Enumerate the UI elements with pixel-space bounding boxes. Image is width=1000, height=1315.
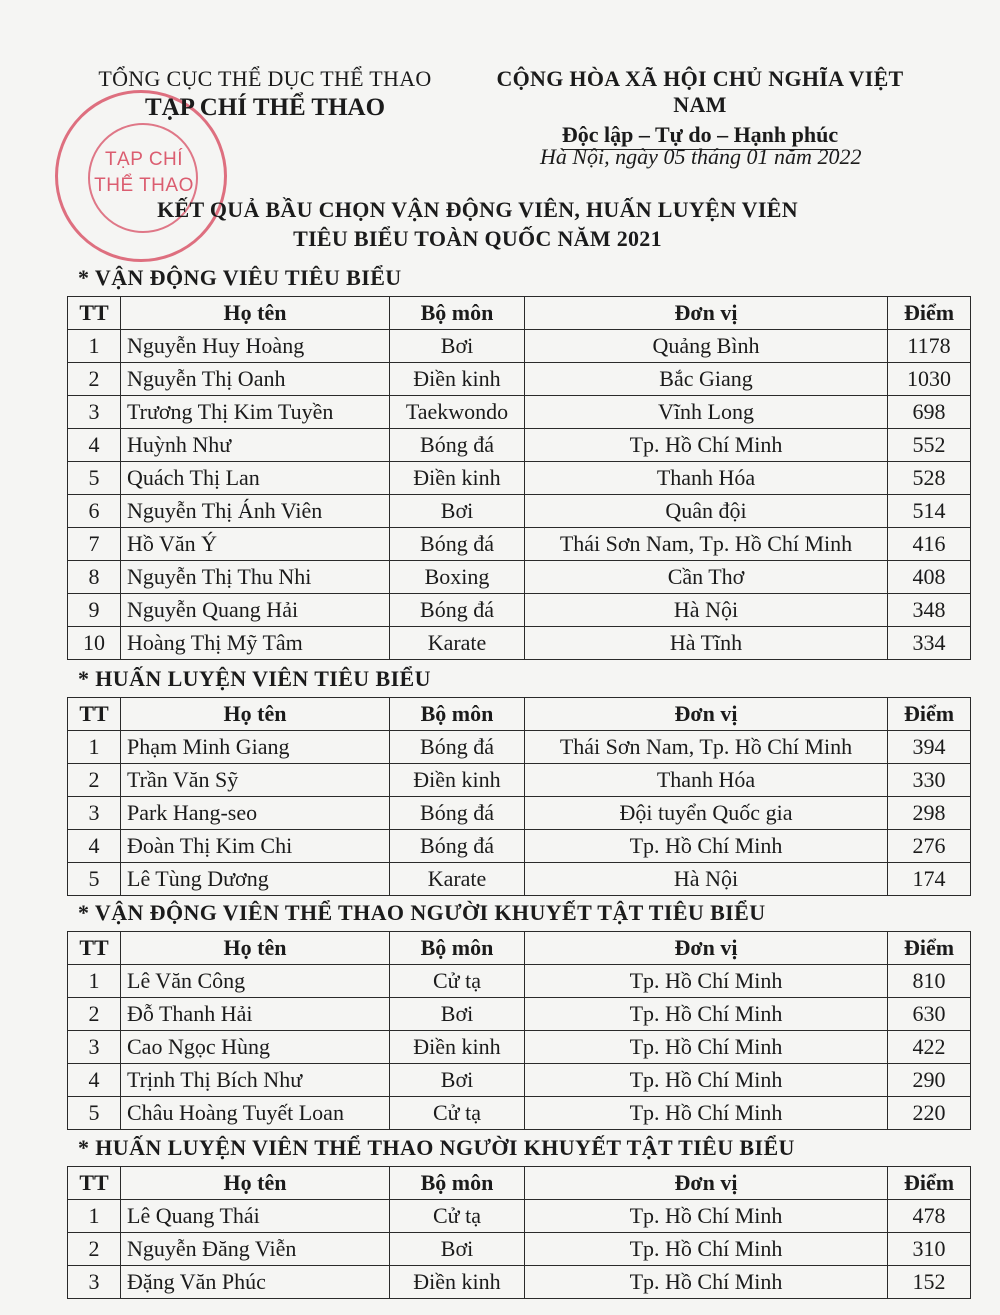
sport-cell: Điền kinh <box>390 764 525 797</box>
sport-cell: Cử tạ <box>390 1200 525 1233</box>
national-header <box>470 66 930 150</box>
sport-cell: Taekwondo <box>390 396 525 429</box>
issuer-magazine: TẠP CHÍ THỂ THAO <box>144 94 386 121</box>
table-header-row <box>68 698 971 731</box>
document-title-line-1: KẾT QUẢ BẦU CHỌN VẬN ĐỘNG VIÊN, HUẤN LUYỆN VIÊN <box>157 197 798 222</box>
table-row <box>68 1200 971 1233</box>
points-cell: 630 <box>888 998 971 1031</box>
name-cell: Lê Tùng Dương <box>121 863 390 896</box>
seal-text-line-1: TẠP CHÍ <box>104 149 184 170</box>
column-header-name: Họ tên <box>121 932 390 965</box>
unit-cell: Vĩnh Long <box>525 396 888 429</box>
sport-cell: Điền kinh <box>390 1031 525 1064</box>
sport-cell: Điền kinh <box>390 462 525 495</box>
points-cell: 394 <box>888 731 971 764</box>
unit-cell: Tp. Hồ Chí Minh <box>525 429 888 462</box>
name-cell: Nguyễn Quang Hải <box>121 594 390 627</box>
column-header-tt: TT <box>68 932 121 965</box>
rank-cell: 4 <box>68 830 121 863</box>
results-table <box>67 1166 971 1299</box>
points-cell: 478 <box>888 1200 971 1233</box>
rank-cell: 9 <box>68 594 121 627</box>
column-header-unit: Đơn vị <box>525 1167 888 1200</box>
rank-cell: 10 <box>68 627 121 660</box>
table-row <box>68 998 971 1031</box>
table-row <box>68 863 971 896</box>
name-cell: Trương Thị Kim Tuyền <box>121 396 390 429</box>
unit-cell: Hà Nội <box>525 594 888 627</box>
column-header-unit: Đơn vị <box>525 932 888 965</box>
table-row <box>68 797 971 830</box>
unit-cell: Thái Sơn Nam, Tp. Hồ Chí Minh <box>525 528 888 561</box>
issuer-organization: TỔNG CỤC THỂ DỤC THỂ THAO <box>98 66 432 91</box>
column-header-name: Họ tên <box>121 698 390 731</box>
table-row <box>68 1097 971 1130</box>
points-cell: 152 <box>888 1266 971 1299</box>
points-cell: 348 <box>888 594 971 627</box>
column-header-sport: Bộ môn <box>390 698 525 731</box>
rank-cell: 1 <box>68 330 121 363</box>
table-row <box>68 462 971 495</box>
points-cell: 422 <box>888 1031 971 1064</box>
unit-cell: Thanh Hóa <box>525 764 888 797</box>
points-cell: 330 <box>888 764 971 797</box>
points-cell: 698 <box>888 396 971 429</box>
points-cell: 810 <box>888 965 971 998</box>
rank-cell: 5 <box>68 1097 121 1130</box>
rank-cell: 1 <box>68 1200 121 1233</box>
name-cell: Nguyễn Thị Oanh <box>121 363 390 396</box>
sport-cell: Karate <box>390 627 525 660</box>
table-row <box>68 731 971 764</box>
results-table <box>67 296 971 660</box>
sport-cell: Điền kinh <box>390 1266 525 1299</box>
table-row <box>68 396 971 429</box>
table-row <box>68 965 971 998</box>
sport-cell: Bóng đá <box>390 429 525 462</box>
column-header-tt: TT <box>68 297 121 330</box>
unit-cell: Tp. Hồ Chí Minh <box>525 965 888 998</box>
points-cell: 298 <box>888 797 971 830</box>
rank-cell: 2 <box>68 1233 121 1266</box>
table-row <box>68 594 971 627</box>
unit-cell: Tp. Hồ Chí Minh <box>525 1233 888 1266</box>
table-row <box>68 830 971 863</box>
points-cell: 334 <box>888 627 971 660</box>
name-cell: Nguyễn Thị Thu Nhi <box>121 561 390 594</box>
table-row <box>68 627 971 660</box>
unit-cell: Tp. Hồ Chí Minh <box>525 998 888 1031</box>
table-row <box>68 1064 971 1097</box>
sport-cell: Cử tạ <box>390 965 525 998</box>
unit-cell: Quân đội <box>525 495 888 528</box>
points-cell: 174 <box>888 863 971 896</box>
table-header-row <box>68 1167 971 1200</box>
name-cell: Hồ Văn Ý <box>121 528 390 561</box>
name-cell: Nguyễn Thị Ánh Viên <box>121 495 390 528</box>
unit-cell: Tp. Hồ Chí Minh <box>525 1266 888 1299</box>
rank-cell: 4 <box>68 1064 121 1097</box>
sport-cell: Karate <box>390 863 525 896</box>
column-header-points: Điểm <box>888 932 971 965</box>
results-table <box>67 697 971 896</box>
document-title-line-2: TIÊU BIỂU TOÀN QUỐC NĂM 2021 <box>293 226 662 251</box>
name-cell: Hoàng Thị Mỹ Tâm <box>121 627 390 660</box>
unit-cell: Quảng Bình <box>525 330 888 363</box>
column-header-tt: TT <box>68 1167 121 1200</box>
document-date: Hà Nội, ngày 05 tháng 01 năm 2022 <box>540 144 862 169</box>
table-row <box>68 561 971 594</box>
points-cell: 552 <box>888 429 971 462</box>
sport-cell: Điền kinh <box>390 363 525 396</box>
points-cell: 310 <box>888 1233 971 1266</box>
name-cell: Nguyễn Huy Hoàng <box>121 330 390 363</box>
name-cell: Cao Ngọc Hùng <box>121 1031 390 1064</box>
sport-cell: Bóng đá <box>390 797 525 830</box>
table-row <box>68 764 971 797</box>
unit-cell: Cần Thơ <box>525 561 888 594</box>
name-cell: Trần Văn Sỹ <box>121 764 390 797</box>
unit-cell: Bắc Giang <box>525 363 888 396</box>
name-cell: Park Hang-seo <box>121 797 390 830</box>
section-title: * VẬN ĐỘNG VIÊU TIÊU BIỂU <box>78 265 402 290</box>
column-header-unit: Đơn vị <box>525 698 888 731</box>
rank-cell: 3 <box>68 1266 121 1299</box>
section-title: * HUẤN LUYỆN VIÊN THỂ THAO NGƯỜI KHUYẾT TẬT TIÊU BIỂU <box>78 1135 795 1160</box>
unit-cell: Tp. Hồ Chí Minh <box>525 830 888 863</box>
points-cell: 1178 <box>888 330 971 363</box>
rank-cell: 1 <box>68 965 121 998</box>
results-table <box>67 931 971 1130</box>
sport-cell: Bơi <box>390 1064 525 1097</box>
rank-cell: 5 <box>68 863 121 896</box>
column-header-points: Điểm <box>888 1167 971 1200</box>
rank-cell: 7 <box>68 528 121 561</box>
rank-cell: 4 <box>68 429 121 462</box>
column-header-sport: Bộ môn <box>390 1167 525 1200</box>
table-row <box>68 495 971 528</box>
table-row <box>68 429 971 462</box>
name-cell: Trịnh Thị Bích Như <box>121 1064 390 1097</box>
sport-cell: Bơi <box>390 1233 525 1266</box>
document-title <box>0 195 955 253</box>
table-row <box>68 330 971 363</box>
column-header-tt: TT <box>68 698 121 731</box>
sport-cell: Bơi <box>390 330 525 363</box>
unit-cell: Tp. Hồ Chí Minh <box>525 1200 888 1233</box>
rank-cell: 2 <box>68 363 121 396</box>
sport-cell: Bóng đá <box>390 528 525 561</box>
unit-cell: Hà Tĩnh <box>525 627 888 660</box>
table-header-row <box>68 297 971 330</box>
column-header-points: Điểm <box>888 297 971 330</box>
seal-text-line-2: THỂ THAO <box>94 175 194 196</box>
sport-cell: Bóng đá <box>390 731 525 764</box>
name-cell: Nguyễn Đăng Viễn <box>121 1233 390 1266</box>
name-cell: Đỗ Thanh Hải <box>121 998 390 1031</box>
points-cell: 416 <box>888 528 971 561</box>
column-header-sport: Bộ môn <box>390 932 525 965</box>
column-header-sport: Bộ môn <box>390 297 525 330</box>
rank-cell: 3 <box>68 1031 121 1064</box>
table-row <box>68 1266 971 1299</box>
name-cell: Đặng Văn Phúc <box>121 1266 390 1299</box>
rank-cell: 6 <box>68 495 121 528</box>
unit-cell: Tp. Hồ Chí Minh <box>525 1097 888 1130</box>
section-title: * VẬN ĐỘNG VIÊN THỂ THAO NGƯỜI KHUYẾT TẬT TIÊU BIỂU <box>78 900 766 925</box>
sport-cell: Boxing <box>390 561 525 594</box>
table-row <box>68 528 971 561</box>
rank-cell: 3 <box>68 396 121 429</box>
rank-cell: 2 <box>68 998 121 1031</box>
sport-cell: Cử tạ <box>390 1097 525 1130</box>
table-row <box>68 1031 971 1064</box>
unit-cell: Tp. Hồ Chí Minh <box>525 1064 888 1097</box>
national-motto: Độc lập – Tự do – Hạnh phúc <box>562 122 838 150</box>
name-cell: Lê Văn Công <box>121 965 390 998</box>
sport-cell: Bóng đá <box>390 830 525 863</box>
column-header-points: Điểm <box>888 698 971 731</box>
name-cell: Quách Thị Lan <box>121 462 390 495</box>
sport-cell: Bóng đá <box>390 594 525 627</box>
name-cell: Châu Hoàng Tuyết Loan <box>121 1097 390 1130</box>
points-cell: 1030 <box>888 363 971 396</box>
name-cell: Phạm Minh Giang <box>121 731 390 764</box>
table-row <box>68 1233 971 1266</box>
points-cell: 514 <box>888 495 971 528</box>
rank-cell: 2 <box>68 764 121 797</box>
table-row <box>68 363 971 396</box>
column-header-name: Họ tên <box>121 1167 390 1200</box>
unit-cell: Thái Sơn Nam, Tp. Hồ Chí Minh <box>525 731 888 764</box>
column-header-unit: Đơn vị <box>525 297 888 330</box>
sport-cell: Bơi <box>390 998 525 1031</box>
national-title: CỘNG HÒA XÃ HỘI CHỦ NGHĨA VIỆT NAM <box>496 66 904 117</box>
rank-cell: 1 <box>68 731 121 764</box>
section-title: * HUẤN LUYỆN VIÊN TIÊU BIỂU <box>78 666 431 691</box>
column-header-name: Họ tên <box>121 297 390 330</box>
rank-cell: 8 <box>68 561 121 594</box>
name-cell: Lê Quang Thái <box>121 1200 390 1233</box>
unit-cell: Hà Nội <box>525 863 888 896</box>
rank-cell: 3 <box>68 797 121 830</box>
points-cell: 276 <box>888 830 971 863</box>
unit-cell: Thanh Hóa <box>525 462 888 495</box>
unit-cell: Đội tuyển Quốc gia <box>525 797 888 830</box>
rank-cell: 5 <box>68 462 121 495</box>
points-cell: 290 <box>888 1064 971 1097</box>
points-cell: 408 <box>888 561 971 594</box>
unit-cell: Tp. Hồ Chí Minh <box>525 1031 888 1064</box>
name-cell: Đoàn Thị Kim Chi <box>121 830 390 863</box>
points-cell: 220 <box>888 1097 971 1130</box>
table-header-row <box>68 932 971 965</box>
points-cell: 528 <box>888 462 971 495</box>
issuer-header <box>95 66 435 122</box>
sport-cell: Bơi <box>390 495 525 528</box>
name-cell: Huỳnh Như <box>121 429 390 462</box>
